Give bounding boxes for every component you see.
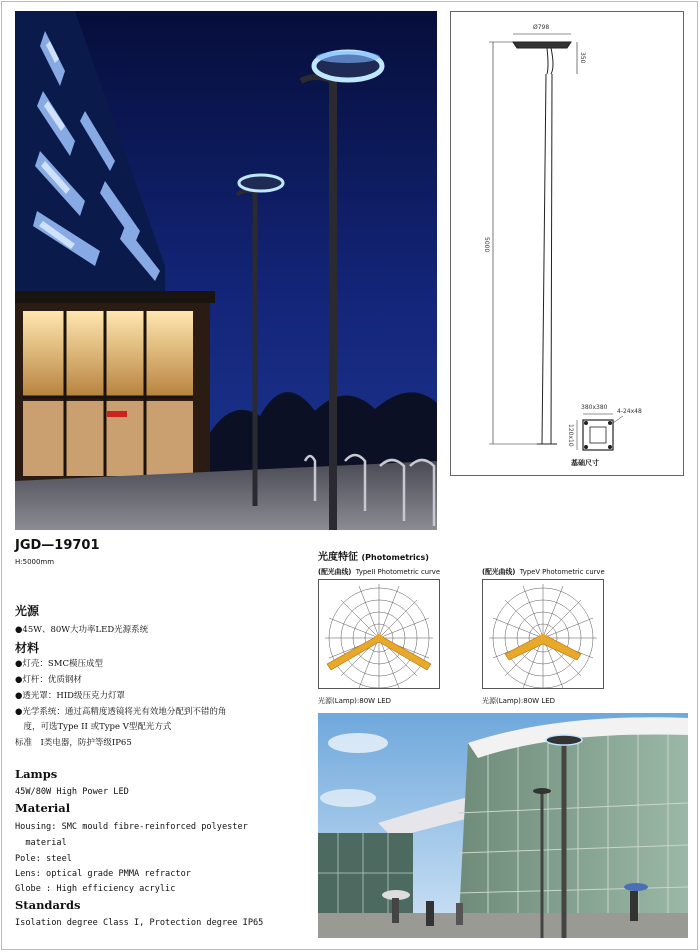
daytime-installation-photo bbox=[318, 713, 688, 938]
en-material-item: Pole: steel bbox=[15, 854, 72, 864]
curve1-label bbox=[318, 566, 440, 576]
dim-base-size: 380x380 bbox=[581, 404, 608, 411]
dim-arm-height: 350 bbox=[579, 52, 586, 64]
en-material-item: Housing: SMC mould fibre-reinforced polyester bbox=[15, 822, 248, 832]
en-material-item: Globe : High efficiency acrylic bbox=[15, 884, 176, 894]
curve1-caption: 光源(Lamp):80W LED bbox=[318, 697, 392, 705]
foundation-label: 基础尺寸 bbox=[571, 459, 599, 467]
dim-base-depth: 120x10 bbox=[567, 424, 574, 447]
dim-top-diameter: Ø798 bbox=[533, 24, 550, 31]
cn-material-item: ●光学系统：通过高精度透镜将光有效地分配到不错的角 bbox=[15, 707, 227, 717]
cn-material-item: ●透光罩：HID级压克力灯罩 bbox=[15, 691, 126, 701]
en-material-item: material bbox=[15, 838, 67, 848]
type2-photometric-curve bbox=[318, 579, 440, 689]
dim-pole-height: 5000 bbox=[483, 237, 490, 253]
photometrics-title bbox=[318, 548, 429, 563]
cn-light-source-item: ●45W、80W大功率LED光源系统 bbox=[15, 625, 149, 635]
photometrics-title-cn: 光度特征 bbox=[318, 552, 358, 563]
cn-material-heading: 材料 bbox=[15, 641, 40, 655]
pole-height: H:5000mm bbox=[15, 558, 55, 566]
model-number: JGD—19701 bbox=[15, 538, 100, 553]
pole-technical-drawing bbox=[450, 11, 684, 476]
photometrics-title-en: (Photometrics) bbox=[361, 553, 429, 562]
curve2-label bbox=[482, 566, 605, 576]
dim-bolts: 4-24x48 bbox=[617, 408, 642, 415]
curve2-label-cn: (配光曲线) bbox=[482, 568, 516, 576]
curve1-label-en: TypeII Photometric curve bbox=[355, 568, 440, 576]
cn-material-item: ●灯壳：SMC模压成型 bbox=[15, 659, 103, 669]
curve2-label-en: TypeV Photometric curve bbox=[519, 568, 605, 576]
en-lamps-item: 45W/80W High Power LED bbox=[15, 787, 129, 797]
cn-material-item: ●灯杆：优质钢材 bbox=[15, 675, 82, 685]
curve1-label-cn: (配光曲线) bbox=[318, 568, 352, 576]
cn-light-source-heading: 光源 bbox=[15, 604, 40, 618]
cn-standard-item: 标准 I类电器，防护等级IP65 bbox=[15, 738, 132, 748]
cn-material-item: 度，可选Type II 或Type V型配光方式 bbox=[15, 722, 172, 732]
type5-photometric-curve bbox=[482, 579, 604, 689]
en-lamps-heading: Lamps bbox=[15, 767, 58, 781]
curve2-caption: 光源(Lamp):80W LED bbox=[482, 697, 556, 705]
en-material-heading: Material bbox=[15, 801, 71, 815]
en-standards-item: Isolation degree Class I, Protection degree IP65 bbox=[15, 918, 264, 928]
en-standards-heading: Standards bbox=[15, 898, 81, 912]
en-material-item: Lens: optical grade PMMA refractor bbox=[15, 869, 191, 879]
night-street-photo bbox=[15, 11, 437, 530]
